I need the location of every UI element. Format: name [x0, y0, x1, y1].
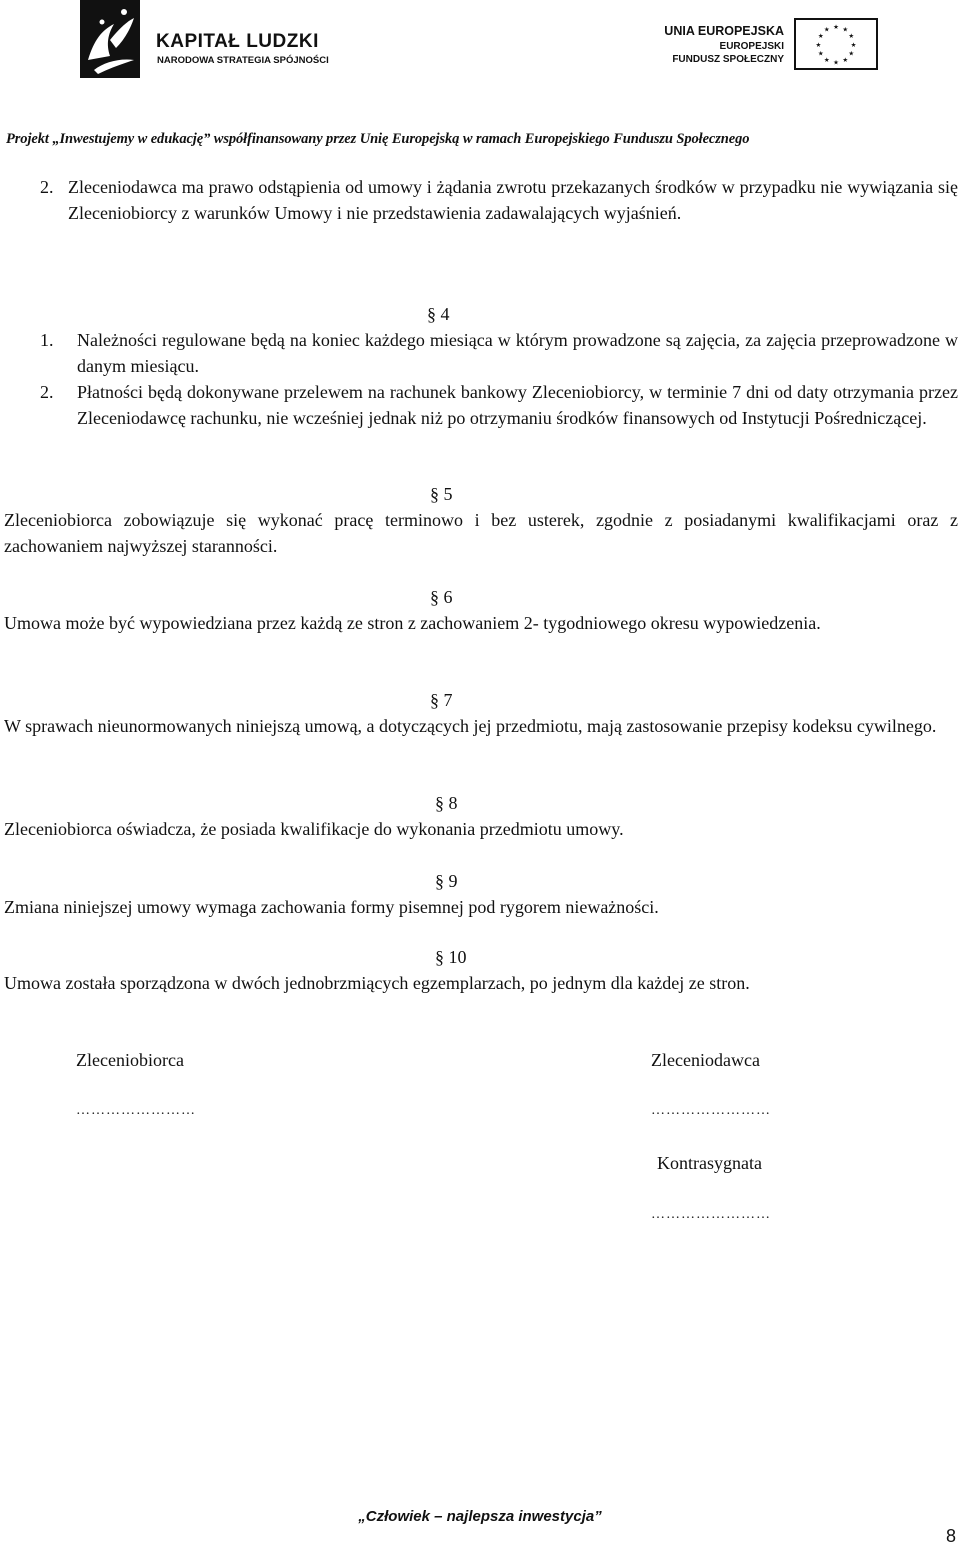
section-heading-8: § 8	[435, 793, 458, 813]
kapital-ludzki-logo	[80, 0, 350, 80]
project-header-line: Projekt „Inwestujemy w edukację” współfinansowany przez Unię Europejską w ramach Europejskiego Funduszu Społecznego	[6, 131, 750, 147]
paragraph-item-2: Zleceniodawca ma prawo odstąpienia od umowy i żądania zwrotu przekazanych środków w przypadku nie wywiązania się Zleceniobiorcy z warunków Umowy i nie przedstawienia zadawalających wyjaśnień.	[68, 177, 958, 223]
footer-slogan: „Człowiek – najlepsza inwestycja”	[358, 1508, 602, 1525]
kapital-ludzki-title: KAPITAŁ LUDZKI	[156, 31, 319, 52]
svg-text:★: ★	[833, 58, 839, 67]
section-heading-10: § 10	[435, 947, 467, 967]
paragraph-4-1: Należności regulowane będą na koniec każdego miesiąca w którym prowadzone są zajęcia, za zajęcia przeprowadzone w danym miesiącu.	[77, 330, 958, 376]
signature-line-contractor: ……………………	[76, 1103, 196, 1118]
paragraph-5: Zleceniobiorca zobowiązuje się wykonać pracę terminowo i bez usterek, zgodnie z posiadanymi kwalifikacjami oraz z zachowaniem najwyższej staranności.	[4, 510, 958, 556]
paragraph-8: Zleceniobiorca oświadcza, że posiada kwalifikacje do wykonania przedmiotu umowy.	[4, 819, 624, 839]
item-number: 1.	[40, 330, 54, 350]
eu-flag-icon	[794, 18, 878, 70]
kapital-ludzki-subtitle: NARODOWA STRATEGIA SPÓJNOŚCI	[157, 55, 329, 66]
svg-text:★: ★	[833, 23, 839, 32]
section-heading-4: § 4	[427, 304, 450, 324]
paragraph-4-2: Płatności będą dokonywane przelewem na rachunek bankowy Zleceniobiorcy, w terminie 7 dni od daty otrzymania przez Zleceniodawcę rachunku, nie wcześniej jednak niż po otrzymaniu środków finansowych od Instytucji Pośredniczącej.	[77, 382, 958, 428]
svg-text:★: ★	[850, 40, 857, 49]
page-number: 8	[945, 1526, 956, 1546]
eu-subtitle-line2: FUNDUSZ SPOŁECZNY	[672, 54, 784, 65]
svg-text:★: ★	[817, 49, 824, 58]
eu-title: UNIA EUROPEJSKA	[664, 24, 784, 38]
eu-subtitle-line1: EUROPEJSKI	[719, 41, 784, 52]
svg-text:★: ★	[842, 56, 849, 64]
svg-text:★: ★	[823, 56, 830, 64]
signature-label-client: Zleceniodawca	[651, 1050, 760, 1070]
section-heading-9: § 9	[435, 871, 458, 891]
paragraph-6: Umowa może być wypowiedziana przez każdą ze stron z zachowaniem 2- tygodniowego okresu wypowiedzenia.	[4, 613, 821, 633]
svg-text:★: ★	[848, 49, 855, 58]
signature-line-countersign: ……………………	[651, 1207, 771, 1222]
svg-text:★: ★	[842, 25, 849, 34]
section-heading-5: § 5	[430, 484, 453, 504]
paragraph-7: W sprawach nieunormowanych niniejszą umową, a dotyczących jej przedmiotu, mają zastosowanie przepisy kodeksu cywilnego.	[4, 716, 937, 736]
signature-label-countersign: Kontrasygnata	[657, 1153, 762, 1173]
signature-line-client: ……………………	[651, 1103, 771, 1118]
svg-text:★: ★	[823, 25, 830, 34]
item-number: 2.	[40, 177, 54, 197]
signature-label-contractor: Zleceniobiorca	[76, 1050, 184, 1070]
section-heading-7: § 7	[430, 690, 453, 710]
eu-efs-logo	[662, 16, 880, 74]
item-number: 2.	[40, 382, 54, 402]
paragraph-10: Umowa została sporządzona w dwóch jednobrzmiących egzemplarzach, po jednym dla każdej ze stron.	[4, 973, 750, 993]
section-heading-6: § 6	[430, 587, 453, 607]
svg-text:★: ★	[848, 32, 855, 40]
svg-text:★: ★	[815, 40, 822, 49]
svg-text:★: ★	[817, 32, 824, 40]
kapital-ludzki-mark-icon	[80, 0, 140, 78]
paragraph-9: Zmiana niniejszej umowy wymaga zachowania formy pisemnej pod rygorem nieważności.	[4, 897, 659, 917]
